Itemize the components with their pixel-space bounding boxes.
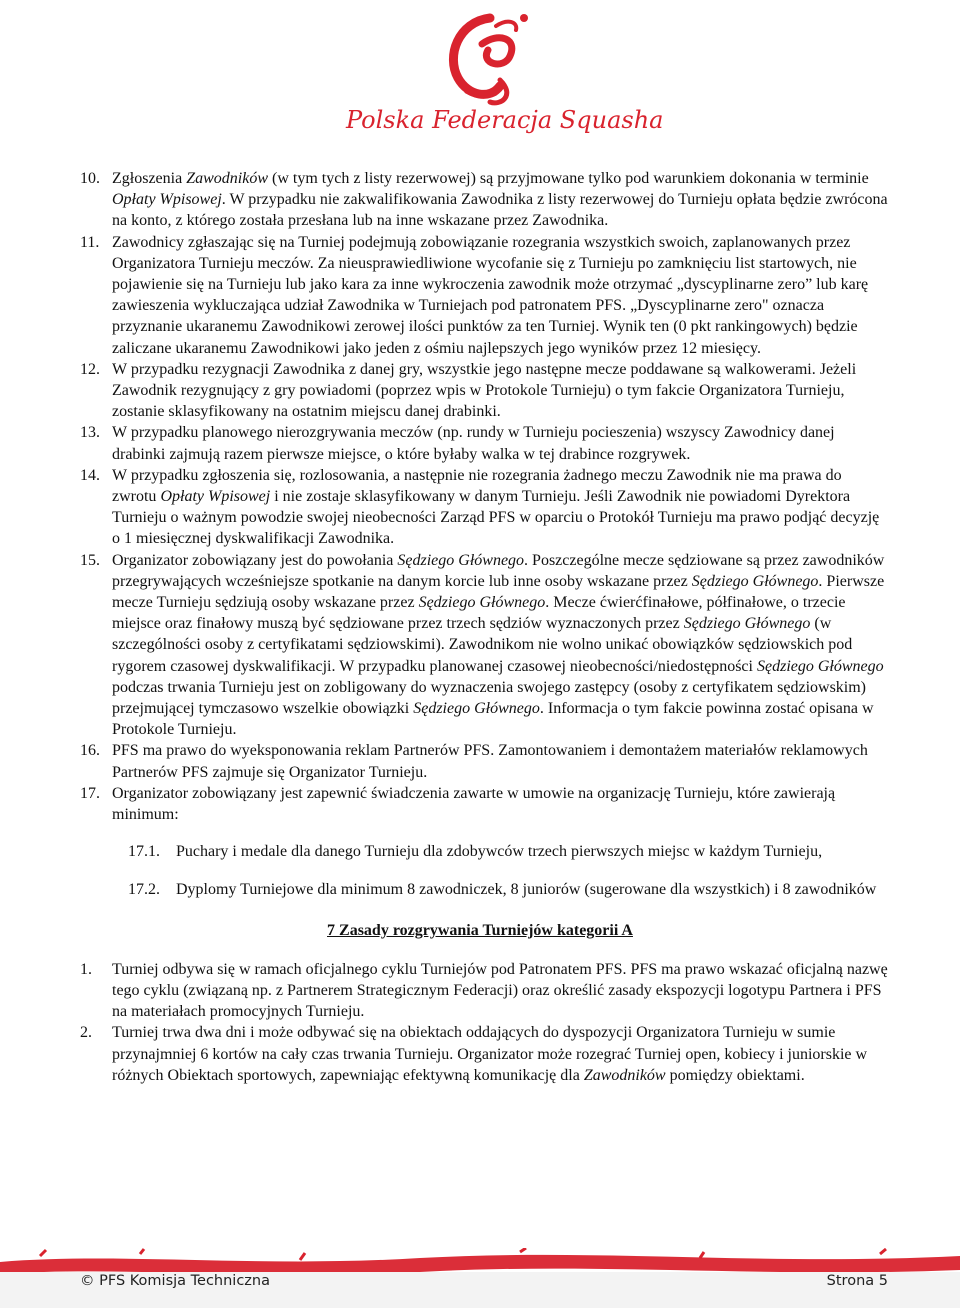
italic-term: Sędziego Głównego [756, 657, 884, 675]
text-run: pomiędzy obiektami. [665, 1066, 805, 1084]
italic-term: Sędziego Głównego [397, 551, 525, 569]
item-text [112, 422, 890, 464]
list-item [0, 550, 960, 741]
italic-term: Zawodników [583, 1066, 666, 1084]
item-number: 16. [80, 742, 100, 760]
section-rules-list [0, 959, 960, 1086]
italic-term: Sędziego Głównego [418, 594, 546, 612]
item-number: 1. [80, 960, 92, 978]
text-run: . Poszczególne mecze sędziowane są przez zawodników przegrywających wcześniejsze spotkanie na danym korcie lub inne osoby wskazane przez [112, 551, 885, 590]
list-item [0, 740, 960, 782]
item-number: 14. [80, 466, 100, 484]
text-run: W przypadku zgłoszenia się, rozlosowania, a następnie nie rozegrania żadnego meczu Zawodnik nie ma prawa do zwrotu [112, 466, 842, 506]
item-number: 15. [80, 551, 100, 569]
section-heading: 7 Zasady rozgrywania Turniejów kategorii A [327, 921, 633, 939]
list-item [0, 465, 960, 550]
italic-term: Zawodników [186, 170, 268, 187]
italic-term: Sędziego Głównego [691, 572, 819, 590]
text-run: W przypadku rezygnacji Zawodnika z danej gry, wszystkie jego następne mecze poddawane są walkowerami. Jeżeli Zawodnik rezygnujący z gry powiadomi (poprzez wpis w Protokole Turnieju) o tym fakcie Organizatora Turnieju, zostanie sklasyfikowany na ostatnim miejscu danej drabinki. [112, 360, 857, 421]
rules-list [0, 168, 960, 825]
text-run: Turniej odbywa się w ramach oficjalnego cyklu Turniejów pod Patronatem PFS. PFS ma prawo wskazać oficjalną nazwę tego cyklu (związaną np. z Partnerem Strategicznym Federacji) oraz określić zasady ekspozycji logotypu Partnera i PFS na materiałach promocyjnych Turnieju. [112, 960, 888, 1021]
text-run: . W przypadku nie zakwalifikowania Zawodnika z listy rezerwowej do Turnieju opłata będzie zwrócona na konto, z którego została przesłana lub na inne wskazane przez Zawodnika. [112, 191, 888, 230]
item-text [112, 959, 890, 1023]
text-run: (w tym tych z listy rezerwowej) są przyjmowane tylko pod warunkiem dokonania w terminie [268, 170, 869, 187]
item-number: 13. [80, 424, 100, 442]
item-number: 17. [80, 784, 100, 802]
item-text [112, 740, 890, 782]
item-number: 17.1. [128, 843, 160, 861]
footer-page-number: Strona 5 [826, 1273, 888, 1289]
item-number: 11. [80, 233, 100, 251]
text-run: (w szczególności osoby z certyfikatami sędziowskimi). Zawodnikom nie wolno unikać obowiązków sędziowskich pod rygorem czasowej dyskwalifikacji. W przypadku planowanej czasowej nieobecności/niedostępności [112, 615, 853, 675]
text-run: W przypadku planowego nierozgrywania meczów (np. rundy w Turnieju pocieszenia) wszyscy Zawodnicy danej drabinki zajmują razem pierwsze miejsce, o które byłaby walka w tej drabince rozgrywek. [112, 424, 835, 463]
text-run: PFS ma prawo do wyeksponowania reklam Partnerów PFS. Zamontowaniem i demontażem materiałów reklamowych Partnerów PFS zajmuje się Organizator Turnieju. [112, 742, 868, 781]
logo-wordmark: Polska Federacja Squasha [346, 106, 664, 134]
italic-term: Opłaty Wpisowej [112, 191, 222, 209]
pfs-logo [340, 4, 664, 150]
text-run: Zgłoszenia [112, 170, 187, 187]
list-item [0, 783, 960, 825]
list-item [0, 168, 960, 232]
sub-rules-list [0, 841, 960, 899]
item-number: 17.2. [128, 880, 160, 898]
text-run: Organizator zobowiązany jest zapewnić świadczenia zawarte w umowie na organizację Turnieju, które zawierają minimum: [112, 784, 836, 824]
text-run: podczas trwania Turnieju jest on zobligowany do wyznaczenia swojego zastępcy (osoby z certyfikatem sędziowskim) przejmującej tymczasowo wszelkie obowiązki [112, 678, 867, 718]
text-run: i nie zostaje sklasyfikowany w danym Turnieju. Jeśli Zawodnik nie powiadomi Dyrektora Turnieju o ważnym powodzie swojej nieobecności Zarząd PFS w oparciu o Protokół Turnieju ma prawo podjąć decyzję o 1 miesięcznej dyskwalifikacji Zawodnika. [112, 488, 880, 548]
text-run: . Mecze ćwierćfinałowe, półfinałowe, o trzecie miejsce oraz finałowy muszą być sędziowane przez trzech sędziów wyznaczonych przez [112, 594, 846, 633]
footer-copyright: © PFS Komisja Techniczna [80, 1273, 270, 1289]
italic-term: Opłaty Wpisowej [160, 488, 271, 506]
italic-term: Sędziego Głównego [683, 615, 811, 633]
list-item [0, 359, 960, 423]
document-body [0, 168, 960, 1086]
item-text [112, 783, 890, 825]
text-run: . Informacja o tym fakcie powinna zostać opisana w Protokole Turnieju. [112, 700, 874, 739]
italic-term: Sędziego Głównego [413, 700, 540, 718]
item-text [112, 359, 890, 423]
item-number: 10. [80, 170, 100, 187]
text-run: Organizator zobowiązany jest do powołania [112, 551, 398, 569]
text-run: Turniej trwa dwa dni i może odbywać się na obiektach oddających do dyspozycji Organizatora Turnieju w sumie przynajmniej 6 kortów na cały czas trwania Turnieju. Organizator może rozegrać Turniej open, kobiecy i juniorskie w różnych Obiektach sportowych, zapewniając efektywną komunikację dla [112, 1024, 868, 1084]
item-text: Puchary i medale dla danego Turnieju dla zdobywców trzech pierwszych miejsc w każdym Turnieju, [176, 843, 823, 861]
list-item [0, 959, 960, 1023]
list-item [0, 232, 960, 359]
text-run: Zawodnicy zgłaszając się na Turniej podejmują zobowiązanie rozegrania wszystkich swoich, zaplanowanych przez Organizatora Turnieju meczów. Za nieusprawiedliwione wycofanie się z Turnieju po zamknięciu list startowych, nie pojawienie się na Turnieju lub jako kara za inne wykroczenia zawodnik może otrzymać „dyscyplinarne zero” lub karę zawieszenia wykluczająca udział Zawodnika w Turniejach pod patronatem PFS. „Dyscyplinarne zero" oznacza przyznanie ukaranemu Zawodnikowi zerowej ilości punktów za ten Turniej. Wynik ten (0 pkt rankingowych) będzie zaliczane ukaranemu Zawodnikowi jako jeden z ośmiu najlepszych jego wyników przez 12 miesięcy. [112, 233, 869, 357]
text-run: . Pierwsze mecze Turnieju sędziują osoby wskazane przez [112, 572, 885, 612]
item-text [112, 232, 890, 359]
item-text: Dyplomy Turniejowe dla minimum 8 zawodniczek, 8 juniorów (sugerowane dla wszystkich) i 8 zawodników [176, 880, 877, 898]
list-item [0, 1022, 960, 1086]
item-text [112, 168, 890, 232]
list-item [0, 841, 960, 862]
item-text [112, 465, 890, 550]
item-number: 12. [80, 360, 100, 378]
item-number: 2. [80, 1024, 92, 1042]
item-text [112, 1022, 890, 1086]
item-text [112, 550, 890, 741]
list-item [0, 879, 960, 900]
list-item [0, 422, 960, 464]
